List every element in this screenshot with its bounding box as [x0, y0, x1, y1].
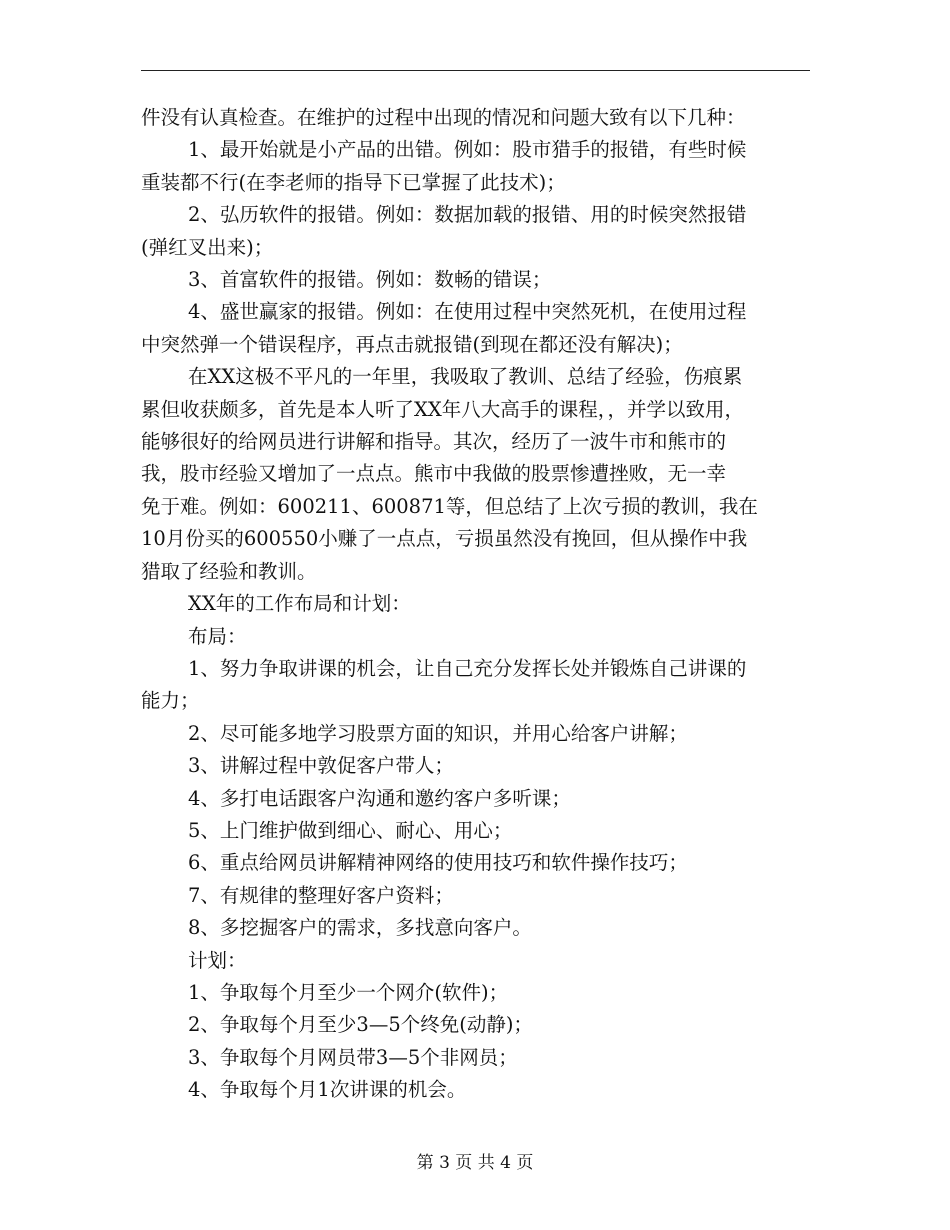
text-line: 在XX这极不平凡的一年里，我吸取了教训、总结了经验，伤痕累 [188, 365, 743, 389]
document-body [141, 102, 813, 1107]
text-line: 1、争取每个月至少一个网介(软件)； [188, 980, 509, 1004]
text-line: 5、上门维护做到细心、耐心、用心； [188, 818, 513, 842]
text-line: 3、首富软件的报错。例如：数畅的错误； [188, 268, 552, 292]
page-footer: 第 3 页 共 4 页 [416, 1153, 534, 1173]
text-line: 2、弘历软件的报错。例如：数据加载的报错、用的时候突然报错 [188, 203, 747, 227]
text-line: 猎取了经验和教训。 [141, 559, 317, 583]
text-line: 8、多挖掘客户的需求，多找意向客户。 [188, 916, 532, 940]
text-line: 免于难。例如：600211、600871等，但总结了上次亏损的教训，我在 [141, 494, 758, 518]
text-line: 1、最开始就是小产品的出错。例如：股市猎手的报错，有些时候 [188, 138, 747, 162]
text-line: 计划： [188, 948, 247, 972]
text-line: 10月份买的600550小赚了一点点，亏损虽然没有挽回，但从操作中我 [141, 527, 748, 551]
text-line: 2、争取每个月至少3—5个终免(动静)； [188, 1013, 533, 1037]
text-line: 中突然弹一个错误程序，再点击就报错(到现在都还没有解决)； [141, 332, 683, 356]
text-line: 能够很好的给网员进行讲解和指导。其次，经历了一波牛市和熊市的 [141, 430, 727, 454]
text-line: 4、多打电话跟客户沟通和邀约客户多听课； [188, 786, 571, 810]
text-line: 累但收获颇多，首先是本人听了XX年八大高手的课程，，并学以致用， [141, 397, 745, 421]
text-line: 重装都不行(在李老师的指导下已掌握了此技术)； [141, 170, 566, 194]
text-line: (弹红叉出来)； [141, 235, 274, 259]
text-line: 能力； [141, 689, 200, 713]
text-line: 我，股市经验又增加了一点点。熊市中我做的股票惨遭挫败，无一幸 [141, 462, 727, 486]
text-line: 件没有认真检查。在维护的过程中出现的情况和问题大致有以下几种： [141, 106, 746, 129]
text-line: 4、争取每个月1次讲课的机会。 [188, 1078, 467, 1102]
text-line: 6、重点给网员讲解精神网络的使用技巧和软件操作技巧； [188, 851, 688, 875]
text-line: 3、讲解过程中敦促客户带人； [188, 754, 454, 778]
text-line: 布局： [188, 624, 247, 648]
text-line: XX年的工作布局和计划： [188, 592, 411, 616]
header-rule [141, 70, 810, 71]
text-line: 2、尽可能多地学习股票方面的知识，并用心给客户讲解； [188, 721, 688, 745]
text-line: 7、有规律的整理好客户资料； [188, 883, 454, 907]
text-line: 4、盛世赢家的报错。例如：在使用过程中突然死机，在使用过程 [188, 300, 747, 324]
text-line: 3、争取每个月网员带3—5个非网员； [188, 1045, 518, 1069]
text-line: 1、努力争取讲课的机会，让自己充分发挥长处并锻炼自己讲课的 [188, 656, 747, 680]
